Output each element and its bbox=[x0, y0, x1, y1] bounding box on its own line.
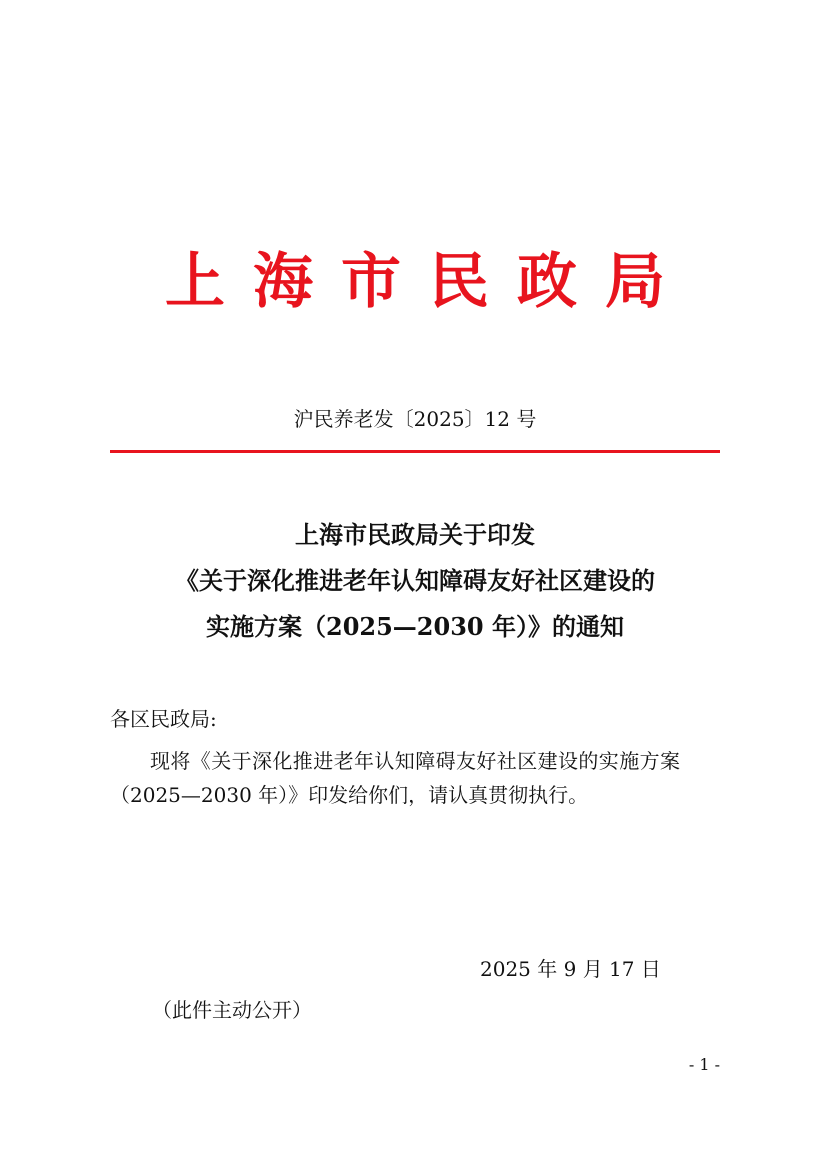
issue-date: 2025 年 9 月 17 日 bbox=[480, 957, 661, 981]
salutation: 各区民政局: bbox=[110, 707, 217, 731]
body-paragraph bbox=[110, 744, 720, 812]
title-line-3: 实施方案（2025—2030 年）》的通知 bbox=[206, 612, 624, 641]
paragraph-line-1: 现将《关于深化推进老年认知障碍友好社区建设的实施方案 bbox=[150, 749, 681, 773]
issuing-agency-header: 上海市民政局 bbox=[165, 247, 693, 317]
publicity-note: （此件主动公开） bbox=[152, 998, 312, 1022]
paragraph-line-2: （2025—2030 年）》印发给你们，请认真贯彻执行。 bbox=[110, 783, 589, 807]
title-line-1: 上海市民政局关于印发 bbox=[295, 520, 535, 549]
page-number: - 1 - bbox=[688, 1055, 720, 1074]
red-separator-line bbox=[110, 450, 720, 453]
document-number: 沪民养老发〔2025〕12 号 bbox=[293, 407, 537, 431]
document-title bbox=[110, 512, 720, 650]
title-line-2: 《关于深化推进老年认知障碍友好社区建设的 bbox=[175, 566, 655, 595]
